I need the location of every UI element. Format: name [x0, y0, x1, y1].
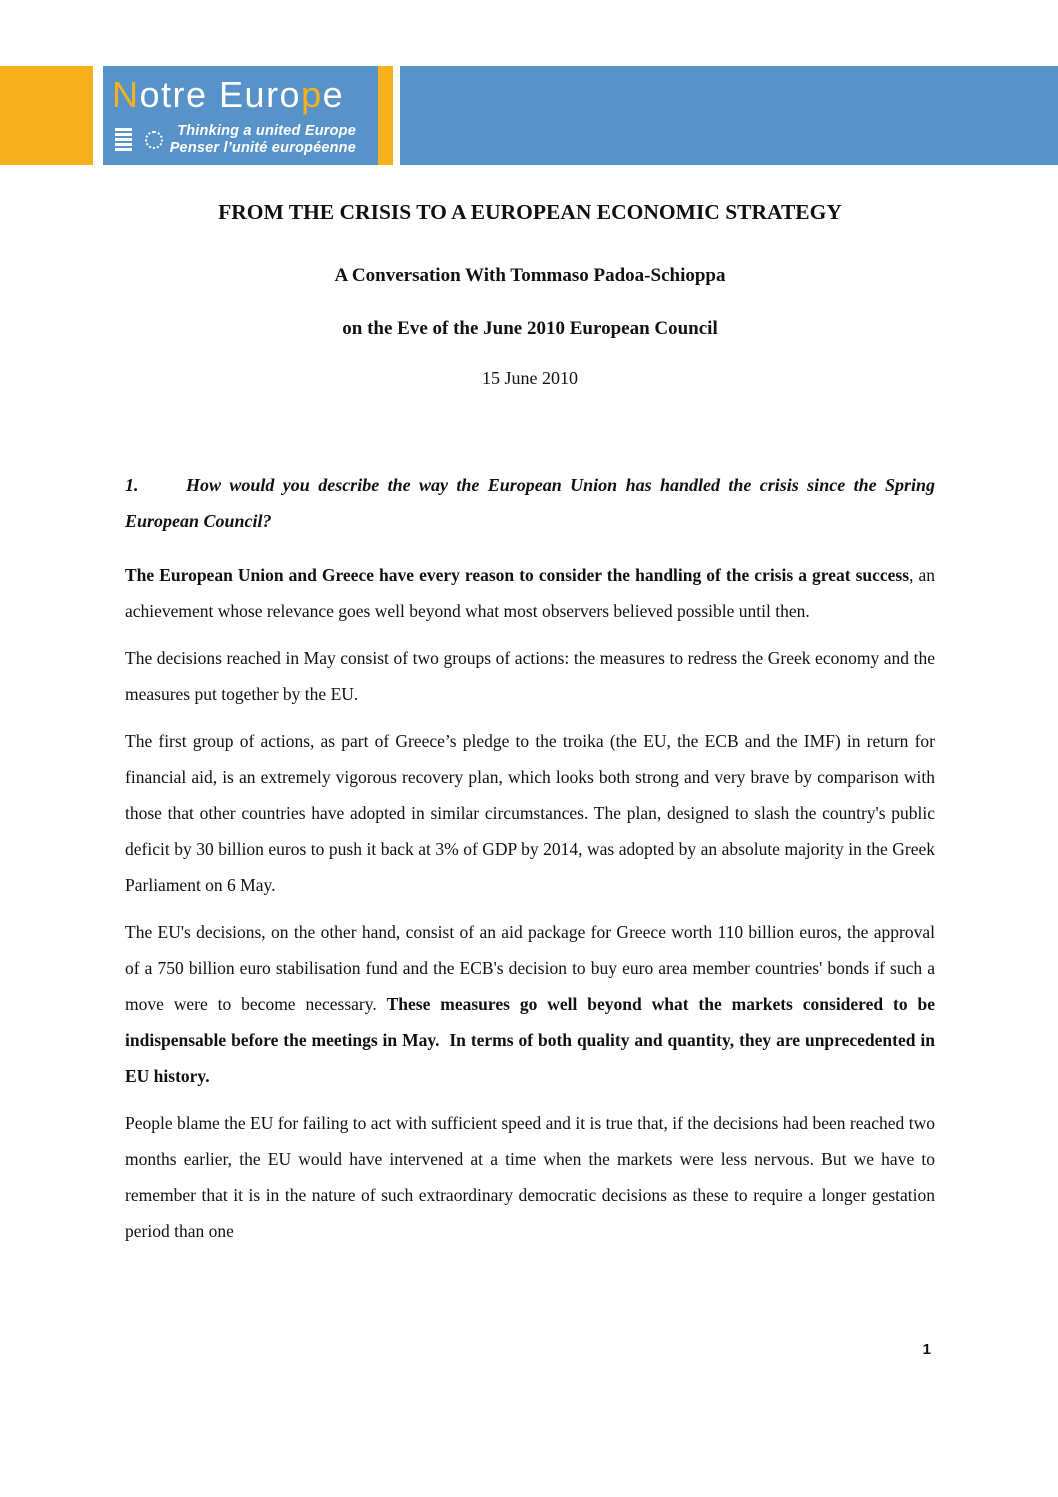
paragraph: [125, 640, 935, 712]
logo-tagline: [163, 123, 356, 156]
logo-tagline-english: Thinking a united Europe: [177, 123, 356, 139]
paragraph-run: People blame the EU for failing to act with sufficient speed and it is true that, if the decisions had been reached two months earlier, the EU would have intervened at a time when the markets were less nervous. But we have to remember that it is in the nature of such extraordinary democratic decisions as these to require a longer gestation period than one: [125, 1113, 935, 1241]
paragraph-run-bold: The European Union and Greece have every reason to consider the handling of the crisis a great success: [125, 565, 910, 585]
logo-letter-p: p: [301, 74, 323, 115]
document-subtitle-2: on the Eve of the June 2010 European Council: [342, 318, 718, 339]
paragraph: [125, 1105, 935, 1249]
body-paragraphs: [125, 557, 935, 1249]
logo-tagline-row: [115, 123, 356, 156]
question-1: [125, 467, 935, 539]
header-orange-block: [0, 66, 93, 165]
book-icon: [115, 128, 132, 151]
paragraph-run: The decisions reached in May consist of two groups of actions: the measures to redress the Greek economy and the measures put together by the EU.: [125, 648, 935, 704]
header-banner: [0, 66, 1058, 165]
paragraph-run: The EU's decisions, on the other hand, consist of an aid package for Greece worth 110 billion euros, the approval of a 750 billion euro stabilisation fund and the ECB's decision to buy euro area member countries' bonds if such a move were to become necessary.: [125, 922, 935, 1014]
logo-wordmark: [112, 76, 344, 114]
logo-text-otre-euro: otre Euro: [139, 74, 302, 115]
document-subtitle-1: A Conversation With Tommaso Padoa-Schioppa: [334, 265, 726, 286]
logo-letter-e: e: [322, 74, 345, 115]
paragraph-run: , an achievement whose relevance goes well beyond what most observers believed possible until then.: [125, 565, 935, 621]
eu-stars-icon: [145, 131, 163, 149]
paragraph-run: The first group of actions, as part of Greece’s pledge to the troika (the EU, the ECB and the IMF) in return for financial aid, is an extremely vigorous recovery plan, which looks both strong and very brave by comparison with those that other countries have adopted in similar circumstances. The plan, designed to slash the country's public deficit by 30 billion euros to push it back at 3% of GDP by 2014, was adopted by an absolute majority in the Greek Parliament on 6 May.: [125, 731, 935, 895]
logo-letter-n: N: [112, 74, 140, 115]
paragraph: [125, 723, 935, 903]
paragraph-run-bold: These measures go well beyond what the markets considered to be indispensable before the meetings in May. In terms of both quality and quantity, they are unprecedented in EU history.: [125, 994, 935, 1086]
header-blue-banner: [400, 66, 1058, 165]
notre-europe-logo: [103, 66, 378, 165]
document-date: 15 June 2010: [482, 368, 578, 388]
question-text: How would you describe the way the European Union has handled the crisis since the Spring European Council?: [125, 475, 935, 531]
logo-tagline-french: Penser l’unité européenne: [169, 139, 356, 156]
page-number: 1: [922, 1341, 931, 1358]
paragraph: [125, 557, 935, 629]
page-title: FROM THE CRISIS TO A EUROPEAN ECONOMIC STRATEGY: [218, 200, 842, 224]
document-content: [125, 198, 935, 1260]
question-number: 1.: [125, 475, 139, 495]
paragraph: [125, 914, 935, 1094]
header-yellow-stripe: [378, 66, 393, 165]
